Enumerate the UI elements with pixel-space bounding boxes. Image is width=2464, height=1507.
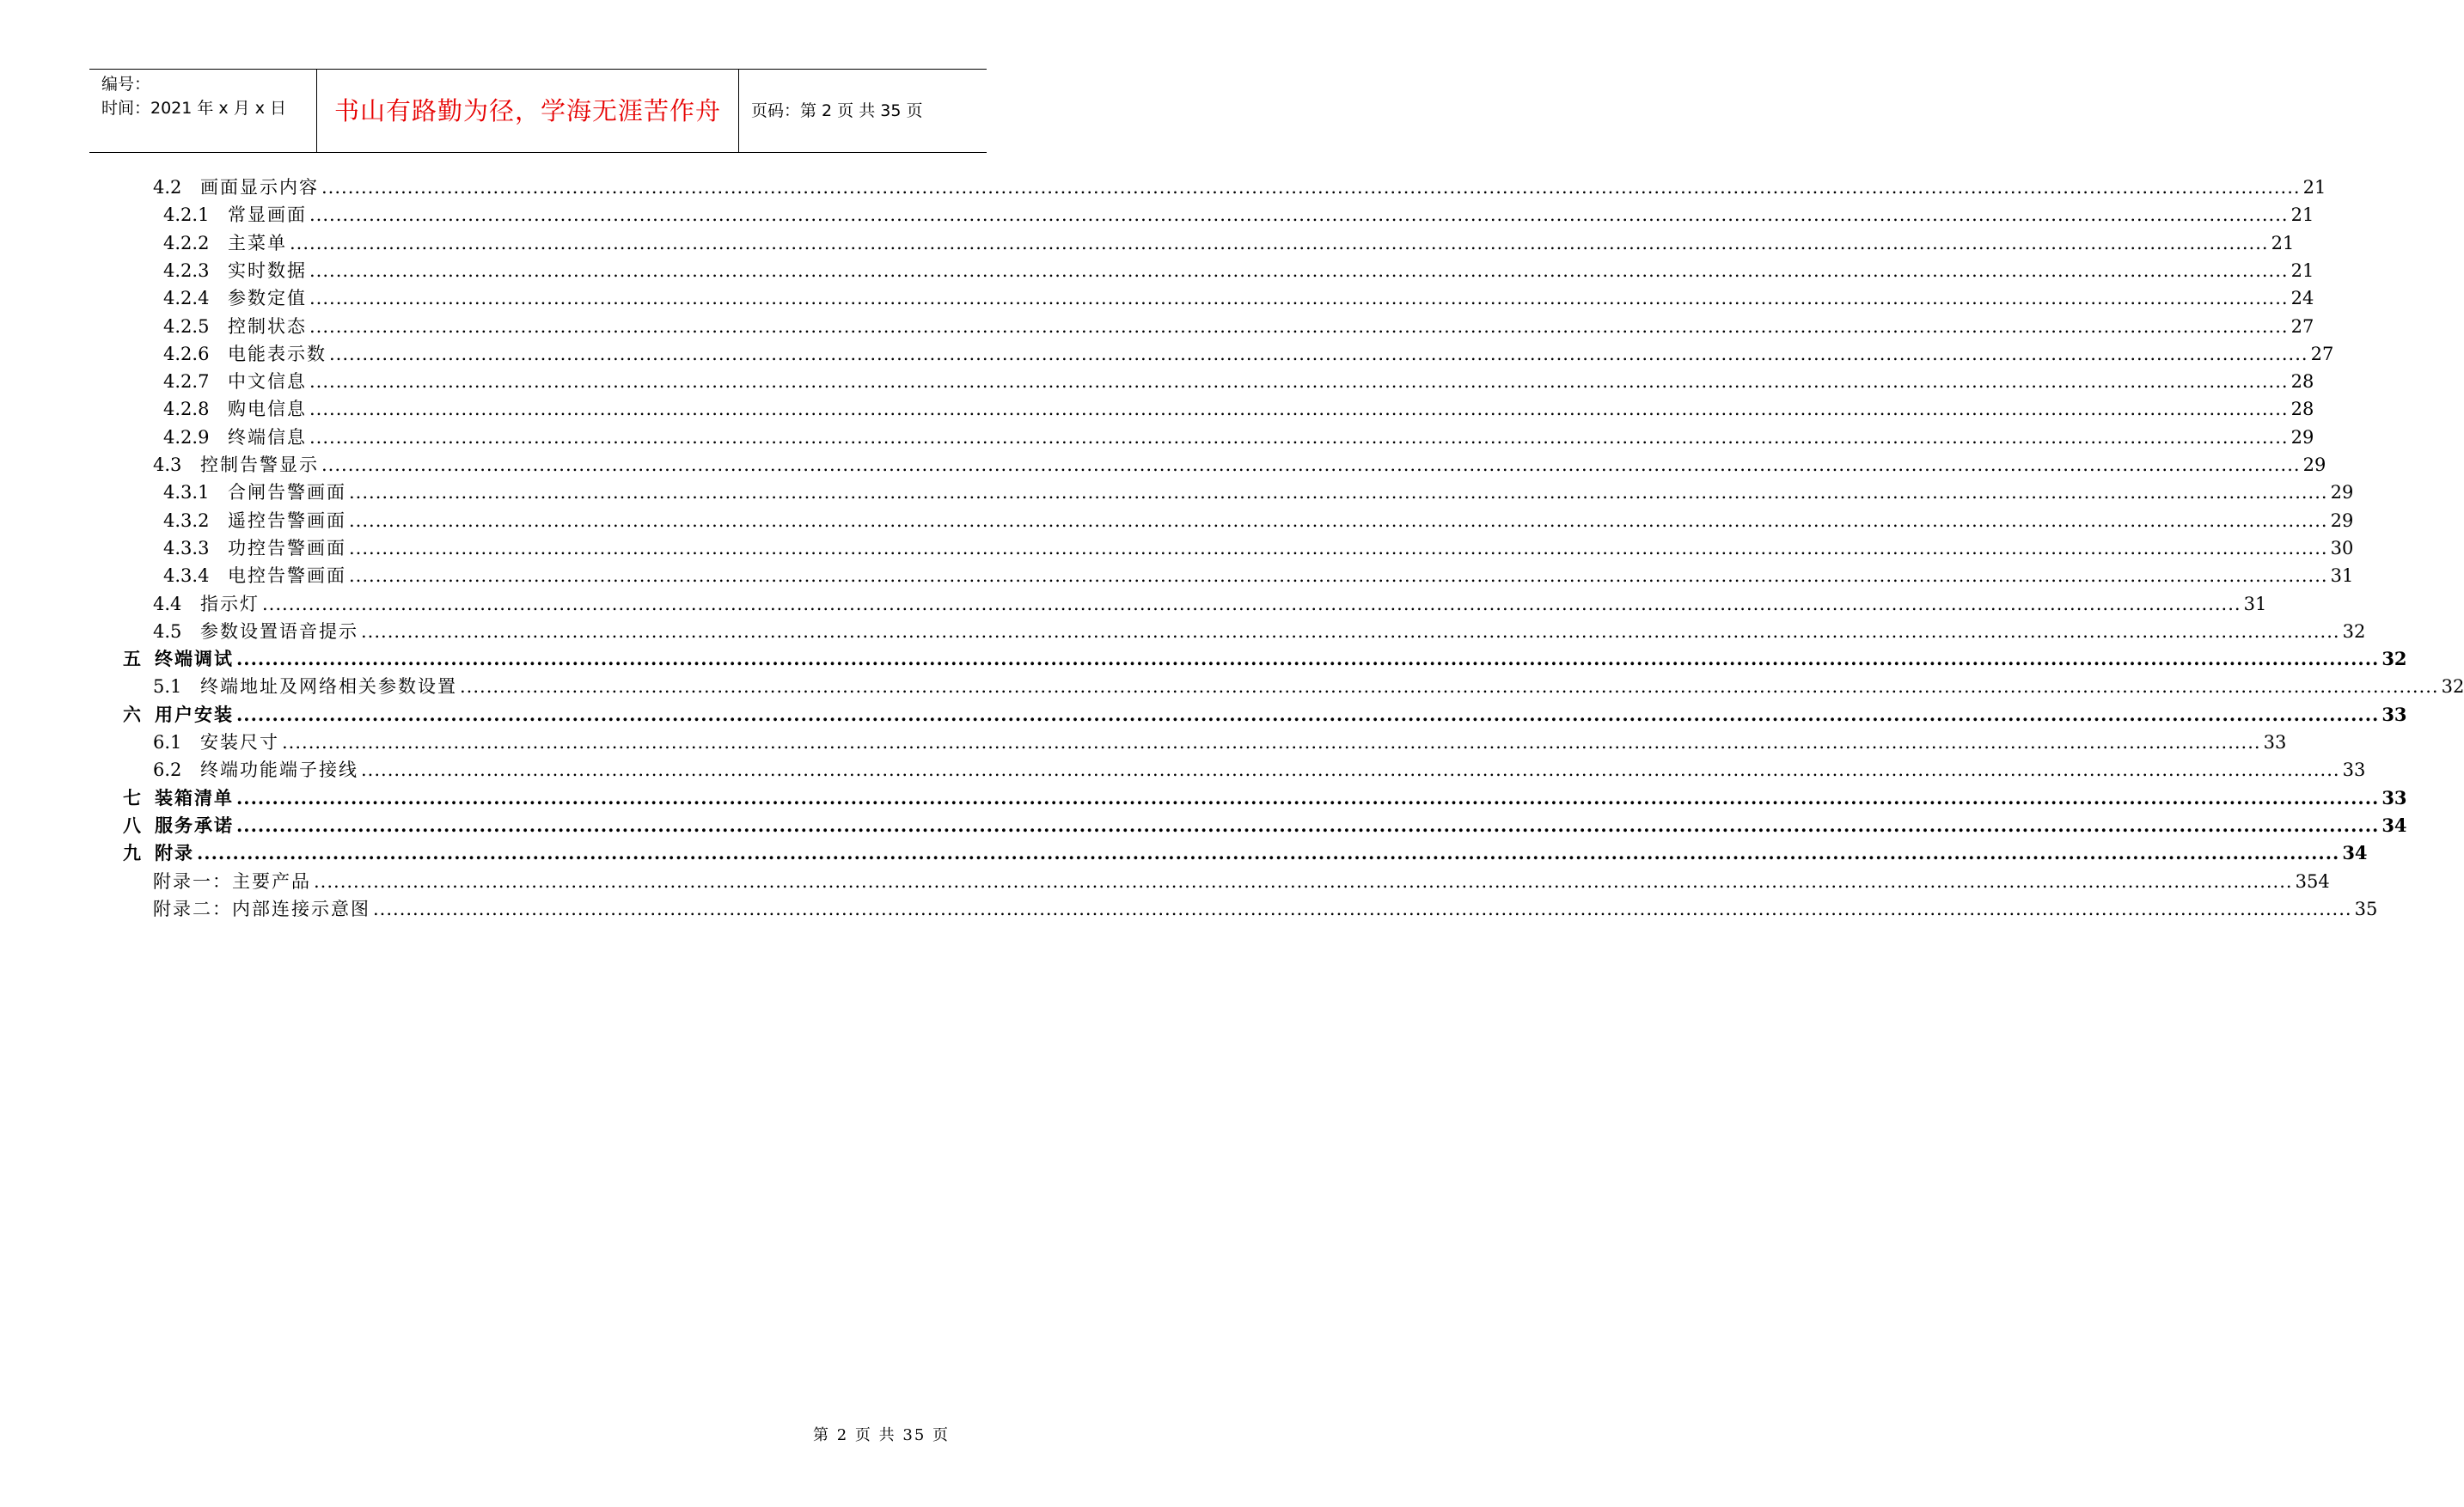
- toc-entry-number: 4.3.2: [163, 509, 210, 531]
- toc-entry-page: 28: [2290, 371, 2314, 393]
- toc-entry[interactable]: [123, 645, 2407, 673]
- toc-entry-title: 参数设置语音提示: [200, 620, 358, 642]
- toc-dot-leader: ............................................................................................................................................................................................................................................................................................................: [309, 371, 2289, 393]
- page-footer: 第 2 页 共 35 页: [813, 1426, 950, 1444]
- toc-dot-leader: ............................................................................................................................................................................................................................................................................................................: [349, 482, 2328, 503]
- toc-entry-page: 34: [2381, 814, 2407, 836]
- toc-entry[interactable]: [153, 756, 2366, 784]
- toc-entry-title: 附录一：主要产品: [153, 870, 311, 892]
- toc-entry-title: 功控告警画面: [228, 537, 346, 558]
- toc-entry-number: 六: [123, 703, 141, 725]
- toc-entry-number: 4.2.9: [163, 426, 210, 448]
- toc-dot-leader: ............................................................................................................................................................................................................................................................................................................: [349, 565, 2328, 587]
- toc-dot-leader: ............................................................................................................................................................................................................................................................................................................: [321, 177, 2301, 198]
- toc-entry[interactable]: [163, 284, 2314, 312]
- toc-entry-title: 电控告警画面: [228, 565, 346, 587]
- toc-entry-number: 九: [123, 842, 141, 864]
- toc-entry-page: 29: [2302, 455, 2326, 475]
- toc-dot-leader: ............................................................................................................................................................................................................................................................................................................: [314, 870, 2293, 892]
- toc-entry-page: 29: [2330, 482, 2354, 503]
- header-motto: 书山有路勤为径，学海无涯苦作舟: [333, 96, 721, 125]
- toc-entry-page: 27: [2310, 343, 2334, 364]
- toc-entry-page: 33: [2381, 786, 2407, 808]
- toc-dot-leader: ............................................................................................................................................................................................................................................................................................................: [309, 204, 2289, 226]
- toc-dot-leader: ............................................................................................................................................................................................................................................................................................................: [282, 732, 2261, 753]
- toc-entry[interactable]: [163, 368, 2314, 395]
- toc-entry-page: 31: [2243, 593, 2267, 614]
- toc-entry-page: 31: [2330, 565, 2354, 587]
- toc-entry-page: 21: [2290, 204, 2314, 226]
- toc-dot-leader: ............................................................................................................................................................................................................................................................................................................: [236, 703, 2380, 725]
- toc-entry-title: 遥控告警画面: [228, 509, 346, 531]
- toc-entry-title: 购电信息: [228, 399, 307, 420]
- header-page-info: 页码：第 2 页 共 35 页: [751, 101, 923, 120]
- toc-entry-page: 34: [2342, 842, 2368, 864]
- toc-dot-leader: ............................................................................................................................................................................................................................................................................................................: [373, 898, 2352, 919]
- toc-dot-leader: ............................................................................................................................................................................................................................................................................................................: [460, 676, 2439, 698]
- toc-entry-page: 33: [2342, 760, 2366, 781]
- toc-entry[interactable]: [163, 229, 2295, 257]
- toc-entry[interactable]: [163, 201, 2314, 229]
- toc-entry-title: 实时数据: [228, 259, 307, 281]
- toc-entry-title: 用户安装: [155, 703, 234, 725]
- toc-dot-leader: ............................................................................................................................................................................................................................................................................................................: [309, 315, 2289, 337]
- toc-entry-number: 七: [123, 786, 141, 808]
- toc-entry-number: 4.2.2: [163, 232, 210, 253]
- toc-entry-number: 5.1: [153, 676, 182, 698]
- toc-entry[interactable]: [163, 340, 2334, 368]
- toc-entry-number: 4.3.3: [163, 537, 210, 558]
- toc-entry-page: 33: [2381, 703, 2407, 725]
- toc-entry[interactable]: [123, 784, 2407, 812]
- toc-entry-number: 4.2: [153, 177, 182, 198]
- toc-entry-page: 29: [2330, 509, 2354, 531]
- document-number-label: 编号：: [101, 75, 151, 94]
- toc-dot-leader: ............................................................................................................................................................................................................................................................................................................: [197, 842, 2340, 864]
- toc-entry-title: 合闸告警画面: [228, 482, 346, 503]
- toc-entry[interactable]: [163, 507, 2354, 534]
- toc-entry-title: 附录: [155, 842, 194, 864]
- toc-entry[interactable]: [153, 673, 2464, 700]
- toc-entry-number: 4.2.4: [163, 288, 210, 309]
- toc-dot-leader: ............................................................................................................................................................................................................................................................................................................: [361, 760, 2340, 781]
- toc-entry-number: 五: [123, 648, 141, 670]
- toc-dot-leader: ............................................................................................................................................................................................................................................................................................................: [309, 399, 2289, 420]
- toc-entry[interactable]: [163, 395, 2314, 423]
- toc-entry[interactable]: [153, 868, 2330, 895]
- toc-entry-page: 28: [2290, 399, 2314, 420]
- toc-entry-title: 画面显示内容: [200, 177, 319, 198]
- toc-entry-title: 控制状态: [228, 315, 307, 337]
- toc-dot-leader: ............................................................................................................................................................................................................................................................................................................: [309, 288, 2289, 309]
- header-motto-cell: [316, 70, 739, 152]
- header-meta-cell: [89, 70, 316, 152]
- toc-entry[interactable]: [123, 701, 2407, 729]
- toc-entry[interactable]: [163, 424, 2314, 451]
- toc-entry[interactable]: [163, 313, 2314, 340]
- toc-dot-leader: ............................................................................................................................................................................................................................................................................................................: [309, 259, 2289, 281]
- toc-entry-title: 指示灯: [200, 593, 260, 614]
- toc-entry[interactable]: [123, 839, 2368, 867]
- toc-entry-page: 27: [2290, 315, 2314, 337]
- toc-dot-leader: ............................................................................................................................................................................................................................................................................................................: [290, 232, 2269, 253]
- toc-entry-title: 控制告警显示: [200, 455, 319, 475]
- toc-entry[interactable]: [153, 618, 2366, 645]
- toc-entry-title: 附录二：内部连接示意图: [153, 898, 370, 919]
- page-header: [89, 69, 987, 153]
- toc-entry[interactable]: [153, 729, 2287, 756]
- toc-dot-leader: ............................................................................................................................................................................................................................................................................................................: [236, 648, 2380, 670]
- toc-dot-leader: ............................................................................................................................................................................................................................................................................................................: [236, 814, 2380, 836]
- toc-entry-number: 4.2.6: [163, 343, 210, 364]
- toc-entry[interactable]: [163, 479, 2354, 506]
- toc-entry-number: 6.2: [153, 760, 182, 781]
- toc-entry-title: 终端信息: [228, 426, 307, 448]
- toc-entry-page: 24: [2290, 288, 2314, 309]
- toc-entry[interactable]: [123, 812, 2407, 839]
- toc-dot-leader: ............................................................................................................................................................................................................................................................................................................: [329, 343, 2308, 364]
- toc-entry-title: 装箱清单: [155, 786, 234, 808]
- toc-dot-leader: ............................................................................................................................................................................................................................................................................................................: [321, 455, 2301, 475]
- toc-entry-page: 21: [2302, 177, 2326, 198]
- header-page-cell: [739, 70, 987, 152]
- toc-entry-number: 4.2.8: [163, 399, 210, 420]
- toc-entry-number: 4.4: [153, 593, 182, 614]
- toc-entry-page: 30: [2330, 537, 2354, 558]
- toc-entry-page: 35: [2354, 898, 2378, 919]
- toc-entry-title: 终端地址及网络相关参数设置: [200, 676, 457, 698]
- toc-entry[interactable]: [163, 562, 2354, 589]
- toc-entry-number: 4.2.7: [163, 371, 210, 393]
- toc-entry-number: 4.5: [153, 620, 182, 642]
- toc-entry-title: 电能表示数: [228, 343, 327, 364]
- toc-entry-number: 4.3.4: [163, 565, 210, 587]
- toc-entry-page: 32: [2441, 676, 2464, 698]
- toc-entry[interactable]: [153, 451, 2326, 479]
- toc-entry-page: 21: [2290, 259, 2314, 281]
- toc-entry-title: 主菜单: [228, 232, 287, 253]
- toc-entry[interactable]: [153, 590, 2267, 618]
- toc-entry-title: 终端功能端子接线: [200, 760, 358, 781]
- toc-entry-number: 八: [123, 814, 141, 836]
- toc-entry-number: 4.2.5: [163, 315, 210, 337]
- toc-entry-title: 中文信息: [228, 371, 307, 393]
- toc-entry-title: 常显画面: [228, 204, 307, 226]
- document-time-label: 时间：2021 年 x 月 x 日: [101, 99, 287, 118]
- toc-entry-title: 终端调试: [155, 648, 234, 670]
- toc-entry-number: 4.3.1: [163, 482, 210, 503]
- toc-entry-number: 4.2.3: [163, 259, 210, 281]
- toc-entry-title: 参数定值: [228, 288, 307, 309]
- toc-dot-leader: ............................................................................................................................................................................................................................................................................................................: [236, 786, 2380, 808]
- toc-entry-page: 33: [2263, 732, 2287, 753]
- toc-entry-page: 32: [2381, 648, 2407, 670]
- toc-entry-title: 服务承诺: [155, 814, 234, 836]
- toc-entry[interactable]: [163, 257, 2314, 284]
- toc-entry[interactable]: [153, 895, 2378, 923]
- toc-entry-title: 安装尺寸: [200, 732, 279, 753]
- toc-entry-number: 4.2.1: [163, 204, 210, 226]
- toc-dot-leader: ............................................................................................................................................................................................................................................................................................................: [349, 509, 2328, 531]
- toc-entry[interactable]: [163, 534, 2354, 562]
- toc-dot-leader: ............................................................................................................................................................................................................................................................................................................: [309, 426, 2289, 448]
- toc-dot-leader: ............................................................................................................................................................................................................................................................................................................: [262, 593, 2241, 614]
- toc-entry-page: 29: [2290, 426, 2314, 448]
- toc-entry-page: 32: [2342, 620, 2366, 642]
- toc-entry-number: 4.3: [153, 455, 182, 475]
- toc-dot-leader: ............................................................................................................................................................................................................................................................................................................: [361, 620, 2340, 642]
- toc-entry-number: 6.1: [153, 732, 182, 753]
- toc-entry[interactable]: [153, 174, 2326, 201]
- toc-entry-page: 354: [2295, 870, 2330, 892]
- toc-dot-leader: ............................................................................................................................................................................................................................................................................................................: [349, 537, 2328, 558]
- toc-entry-page: 21: [2271, 232, 2295, 253]
